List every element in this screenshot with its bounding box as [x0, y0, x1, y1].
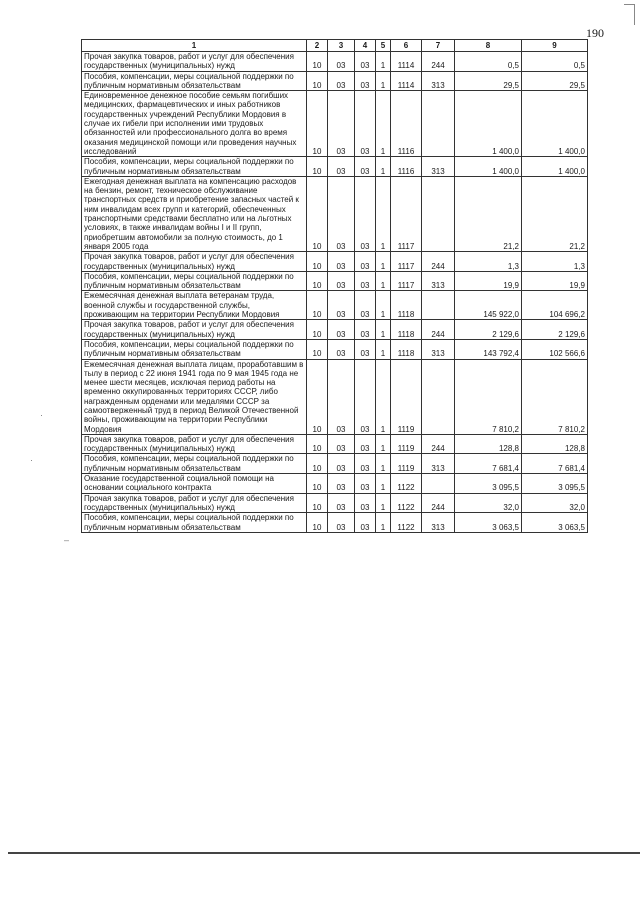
table-header-row — [82, 40, 588, 52]
subprogram-code-cell: 1 — [376, 339, 391, 359]
article-code-cell: 1119 — [391, 454, 422, 474]
expense-name-cell: Прочая закупка товаров, работ и услуг для обеспечения государственных (муниципальных) нужд — [82, 52, 307, 72]
subprogram-code-cell: 1 — [376, 91, 391, 157]
section-code-cell: 10 — [307, 252, 328, 272]
subsection-code-cell: 03 — [328, 71, 355, 91]
amount-cell: 143 792,4 — [455, 339, 522, 359]
section-code-cell: 10 — [307, 157, 328, 177]
expense-type-code-cell: 244 — [422, 52, 455, 72]
section-code-cell: 10 — [307, 71, 328, 91]
expense-type-code-cell — [422, 91, 455, 157]
table-row — [82, 157, 588, 177]
section-code-cell: 10 — [307, 320, 328, 340]
table-row — [82, 493, 588, 513]
program-code-cell: 03 — [355, 71, 376, 91]
column-header: 6 — [391, 40, 422, 52]
expense-type-code-cell: 313 — [422, 339, 455, 359]
column-header: 8 — [455, 40, 522, 52]
article-code-cell: 1122 — [391, 493, 422, 513]
subsection-code-cell: 03 — [328, 271, 355, 291]
amount-next-year-cell: 102 566,6 — [522, 339, 588, 359]
program-code-cell: 03 — [355, 513, 376, 533]
expense-type-code-cell: 244 — [422, 320, 455, 340]
subsection-code-cell: 03 — [328, 359, 355, 434]
expense-type-code-cell: 244 — [422, 493, 455, 513]
subprogram-code-cell: 1 — [376, 176, 391, 251]
expense-type-code-cell: 313 — [422, 157, 455, 177]
amount-cell: 1 400,0 — [455, 157, 522, 177]
article-code-cell: 1122 — [391, 513, 422, 533]
subprogram-code-cell: 1 — [376, 52, 391, 72]
amount-next-year-cell: 1 400,0 — [522, 91, 588, 157]
section-code-cell: 10 — [307, 493, 328, 513]
expense-name-cell: Пособия, компенсации, меры социальной поддержки по публичным нормативным обязательствам — [82, 157, 307, 177]
table-row — [82, 176, 588, 251]
subprogram-code-cell: 1 — [376, 157, 391, 177]
scan-artifact: · — [30, 455, 33, 465]
column-header: 4 — [355, 40, 376, 52]
amount-next-year-cell: 1 400,0 — [522, 157, 588, 177]
article-code-cell: 1118 — [391, 291, 422, 320]
amount-next-year-cell: 21,2 — [522, 176, 588, 251]
budget-table — [81, 39, 588, 533]
expense-name-cell: Ежемесячная денежная выплата ветеранам труда, военной службы и государственной службы, проживающим на территории Республики Мордовия — [82, 291, 307, 320]
subprogram-code-cell: 1 — [376, 271, 391, 291]
table-row — [82, 291, 588, 320]
scan-artifact: · — [40, 410, 43, 420]
amount-cell: 3 095,5 — [455, 474, 522, 494]
expense-type-code-cell: 313 — [422, 454, 455, 474]
program-code-cell: 03 — [355, 91, 376, 157]
program-code-cell: 03 — [355, 454, 376, 474]
scan-artifact: – — [64, 535, 70, 545]
amount-cell: 128,8 — [455, 434, 522, 454]
section-code-cell: 10 — [307, 176, 328, 251]
subprogram-code-cell: 1 — [376, 320, 391, 340]
amount-next-year-cell: 2 129,6 — [522, 320, 588, 340]
column-header: 2 — [307, 40, 328, 52]
column-header: 3 — [328, 40, 355, 52]
amount-next-year-cell: 0,5 — [522, 52, 588, 72]
amount-cell: 145 922,0 — [455, 291, 522, 320]
page-number: 190 — [586, 26, 604, 40]
program-code-cell: 03 — [355, 291, 376, 320]
amount-cell: 32,0 — [455, 493, 522, 513]
section-code-cell: 10 — [307, 91, 328, 157]
table-row — [82, 52, 588, 72]
amount-next-year-cell: 1,3 — [522, 252, 588, 272]
article-code-cell: 1122 — [391, 474, 422, 494]
expense-type-code-cell — [422, 291, 455, 320]
section-code-cell: 10 — [307, 454, 328, 474]
column-header: 5 — [376, 40, 391, 52]
scan-edge-mark — [624, 4, 635, 25]
section-code-cell: 10 — [307, 513, 328, 533]
subprogram-code-cell: 1 — [376, 291, 391, 320]
table-row — [82, 71, 588, 91]
section-code-cell: 10 — [307, 359, 328, 434]
program-code-cell: 03 — [355, 52, 376, 72]
table-row — [82, 252, 588, 272]
expense-type-code-cell: 313 — [422, 513, 455, 533]
expense-type-code-cell: 313 — [422, 71, 455, 91]
expense-type-code-cell — [422, 474, 455, 494]
article-code-cell: 1114 — [391, 71, 422, 91]
subsection-code-cell: 03 — [328, 320, 355, 340]
table-row — [82, 339, 588, 359]
article-code-cell: 1118 — [391, 339, 422, 359]
table-row — [82, 474, 588, 494]
subsection-code-cell: 03 — [328, 454, 355, 474]
article-code-cell: 1116 — [391, 157, 422, 177]
article-code-cell: 1117 — [391, 252, 422, 272]
program-code-cell: 03 — [355, 474, 376, 494]
amount-cell: 3 063,5 — [455, 513, 522, 533]
article-code-cell: 1114 — [391, 52, 422, 72]
table-row — [82, 513, 588, 533]
section-code-cell: 10 — [307, 291, 328, 320]
column-header: 1 — [82, 40, 307, 52]
program-code-cell: 03 — [355, 320, 376, 340]
subprogram-code-cell: 1 — [376, 434, 391, 454]
program-code-cell: 03 — [355, 434, 376, 454]
amount-cell: 1,3 — [455, 252, 522, 272]
program-code-cell: 03 — [355, 493, 376, 513]
amount-next-year-cell: 128,8 — [522, 434, 588, 454]
article-code-cell: 1117 — [391, 176, 422, 251]
article-code-cell: 1119 — [391, 359, 422, 434]
subsection-code-cell: 03 — [328, 513, 355, 533]
amount-next-year-cell: 3 063,5 — [522, 513, 588, 533]
amount-next-year-cell: 29,5 — [522, 71, 588, 91]
program-code-cell: 03 — [355, 359, 376, 434]
expense-name-cell: Пособия, компенсации, меры социальной поддержки по публичным нормативным обязательствам — [82, 339, 307, 359]
expense-name-cell: Ежемесячная денежная выплата лицам, проработавшим в тылу в период с 22 июня 1941 года по 9 мая 1945 года не менее шести месяцев, исключая период работы на временно оккупированных территориях СССР, либо награжденным орденами или медалями СССР за самоотверженный труд в период Великой Отечественной войны, проживающим на территории Республики Мордовия — [82, 359, 307, 434]
program-code-cell: 03 — [355, 252, 376, 272]
article-code-cell: 1118 — [391, 320, 422, 340]
amount-cell: 7 681,4 — [455, 454, 522, 474]
subprogram-code-cell: 1 — [376, 493, 391, 513]
amount-next-year-cell: 19,9 — [522, 271, 588, 291]
amount-cell: 1 400,0 — [455, 91, 522, 157]
program-code-cell: 03 — [355, 157, 376, 177]
column-header: 9 — [522, 40, 588, 52]
expense-type-code-cell: 244 — [422, 434, 455, 454]
amount-cell: 21,2 — [455, 176, 522, 251]
subsection-code-cell: 03 — [328, 434, 355, 454]
amount-cell: 19,9 — [455, 271, 522, 291]
expense-name-cell: Прочая закупка товаров, работ и услуг для обеспечения государственных (муниципальных) нужд — [82, 493, 307, 513]
table-body — [82, 52, 588, 533]
subsection-code-cell: 03 — [328, 91, 355, 157]
amount-next-year-cell: 104 696,2 — [522, 291, 588, 320]
expense-name-cell: Пособия, компенсации, меры социальной поддержки по публичным нормативным обязательствам — [82, 454, 307, 474]
section-code-cell: 10 — [307, 434, 328, 454]
subsection-code-cell: 03 — [328, 493, 355, 513]
table-row — [82, 454, 588, 474]
subsection-code-cell: 03 — [328, 474, 355, 494]
amount-next-year-cell: 7 681,4 — [522, 454, 588, 474]
program-code-cell: 03 — [355, 271, 376, 291]
expense-name-cell: Пособия, компенсации, меры социальной поддержки по публичным нормативным обязательствам — [82, 71, 307, 91]
amount-cell: 2 129,6 — [455, 320, 522, 340]
amount-next-year-cell: 7 810,2 — [522, 359, 588, 434]
article-code-cell: 1117 — [391, 271, 422, 291]
section-code-cell: 10 — [307, 339, 328, 359]
expense-name-cell: Прочая закупка товаров, работ и услуг для обеспечения государственных (муниципальных) нужд — [82, 434, 307, 454]
table-row — [82, 91, 588, 157]
subprogram-code-cell: 1 — [376, 474, 391, 494]
expense-type-code-cell: 313 — [422, 271, 455, 291]
amount-cell: 29,5 — [455, 71, 522, 91]
subsection-code-cell: 03 — [328, 252, 355, 272]
subprogram-code-cell: 1 — [376, 454, 391, 474]
subprogram-code-cell: 1 — [376, 252, 391, 272]
expense-type-code-cell — [422, 176, 455, 251]
subprogram-code-cell: 1 — [376, 513, 391, 533]
subsection-code-cell: 03 — [328, 339, 355, 359]
column-header: 7 — [422, 40, 455, 52]
amount-cell: 0,5 — [455, 52, 522, 72]
subprogram-code-cell: 1 — [376, 71, 391, 91]
article-code-cell: 1116 — [391, 91, 422, 157]
expense-type-code-cell: 244 — [422, 252, 455, 272]
table-row — [82, 271, 588, 291]
subprogram-code-cell: 1 — [376, 359, 391, 434]
expense-name-cell: Единовременное денежное пособие семьям погибших медицинских, фармацевтических и иных работников государственных учреждений Республики Мордовия в случае их гибели при исполнении ими трудовых обязанностей или профессионального долга во время оказания медицинской помощи или проведения научных исследований — [82, 91, 307, 157]
amount-next-year-cell: 32,0 — [522, 493, 588, 513]
subsection-code-cell: 03 — [328, 52, 355, 72]
program-code-cell: 03 — [355, 339, 376, 359]
section-code-cell: 10 — [307, 271, 328, 291]
section-code-cell: 10 — [307, 52, 328, 72]
expense-name-cell: Прочая закупка товаров, работ и услуг для обеспечения государственных (муниципальных) нужд — [82, 320, 307, 340]
section-code-cell: 10 — [307, 474, 328, 494]
subsection-code-cell: 03 — [328, 291, 355, 320]
expense-name-cell: Оказание государственной социальной помощи на основании социального контракта — [82, 474, 307, 494]
expense-name-cell: Прочая закупка товаров, работ и услуг для обеспечения государственных (муниципальных) нужд — [82, 252, 307, 272]
footer-rule — [8, 852, 640, 854]
subsection-code-cell: 03 — [328, 176, 355, 251]
table-row — [82, 434, 588, 454]
table-row — [82, 359, 588, 434]
amount-cell: 7 810,2 — [455, 359, 522, 434]
expense-name-cell: Ежегодная денежная выплата на компенсацию расходов на бензин, ремонт, техническое обслуживание транспортных средств и приобретение запасных частей к ним инвалидам всех групп и категорий, обеспеченных транспортными средствами бесплатно или на льготных условиях, в также инвалидам войны I и II групп, приобретшим автомобили за полную стоимость, до 1 января 2005 года — [82, 176, 307, 251]
article-code-cell: 1119 — [391, 434, 422, 454]
amount-next-year-cell: 3 095,5 — [522, 474, 588, 494]
expense-name-cell: Пособия, компенсации, меры социальной поддержки по публичным нормативным обязательствам — [82, 271, 307, 291]
expense-name-cell: Пособия, компенсации, меры социальной поддержки по публичным нормативным обязательствам — [82, 513, 307, 533]
expense-type-code-cell — [422, 359, 455, 434]
table-row — [82, 320, 588, 340]
subsection-code-cell: 03 — [328, 157, 355, 177]
program-code-cell: 03 — [355, 176, 376, 251]
